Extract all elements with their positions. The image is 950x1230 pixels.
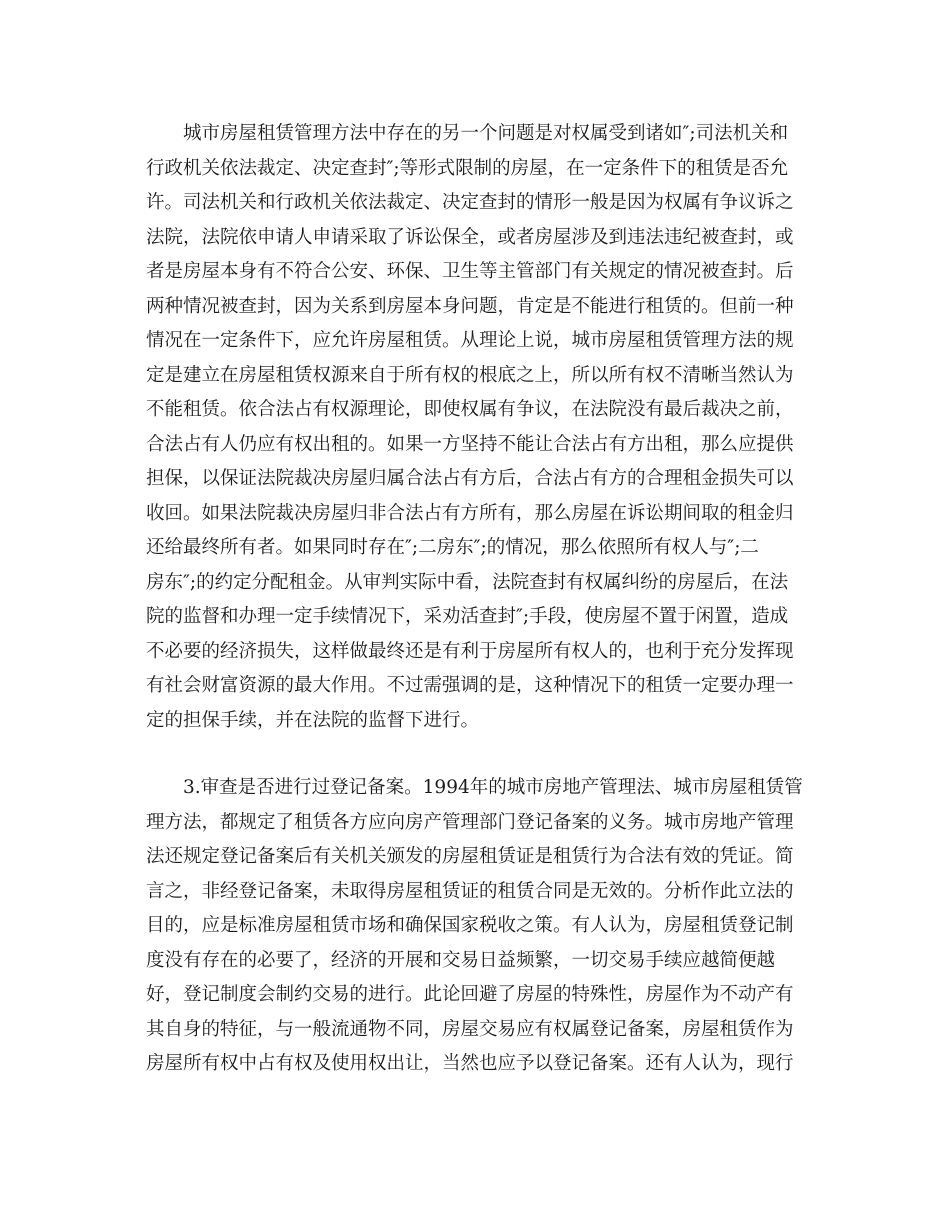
- text-line: 房屋所有权中占有权及使用权出让，当然也应予以登记备案。还有人认为，现行: [146, 1053, 794, 1074]
- text-line: 许。司法机关和行政机关依法裁定、决定查封的情形一般是因为权属有争议诉之: [146, 192, 794, 213]
- text-line: 3.审查是否进行过登记备案。1994年的城市房地产管理法、城市房屋租赁管: [146, 777, 803, 798]
- paragraph-2: [146, 771, 818, 1082]
- text-line: 城市房屋租赁管理方法中存在的另一个问题是对权属受到诸如″;司法机关和: [146, 123, 789, 144]
- text-line: 两种情况被查封，因为关系到房屋本身问题，肯定是不能进行租赁的。但前一种: [146, 295, 794, 317]
- text-line: 不能租赁。依合法占有权源理论，即使权属有争议，在法院没有最后裁决之前，: [146, 399, 794, 420]
- text-line: 定是建立在房屋租赁权源来自于所有权的根底之上，所以所有权不清晰当然认为: [146, 364, 794, 386]
- text-line: 其自身的特征，与一般流通物不同，房屋交易应有权属登记备案，房屋租赁作为: [146, 1018, 794, 1040]
- text-line: 度没有存在的必要了，经济的开展和交易日益频繁，一切交易手续应越简便越: [146, 949, 776, 971]
- text-line: 好，登记制度会制约交易的进行。此论回避了房屋的特殊性，房屋作为不动产有: [146, 984, 794, 1005]
- text-line: 法还规定登记备案后有关机关颁发的房屋租赁证是租赁行为合法有效的凭证。简: [146, 846, 794, 867]
- text-line: 合法占有人仍应有权出租的。如果一方坚持不能让合法占有方出租，那么应提供: [146, 433, 794, 455]
- text-line: 目的，应是标准房屋租赁市场和确保国家税收之策。有人认为，房屋租赁登记制: [146, 915, 794, 936]
- text-line: 定的担保手续，并在法院的监督下进行。: [146, 709, 480, 731]
- text-line: 还给最终所有者。如果同时存在″;二房东″;的情况，那么依照所有权人与″;二: [146, 537, 759, 558]
- text-line: 收回。如果法院裁决房屋归非合法占有方所有，那么房屋在诉讼期间取的租金归: [146, 502, 794, 524]
- paragraph-1: [146, 117, 818, 738]
- text-line: 有社会财富资源的最大作用。不过需强调的是，这种情况下的租赁一定要办理一: [146, 675, 794, 696]
- text-line: 情况在一定条件下，应允许房屋租赁。从理论上说，城市房屋租赁管理方法的规: [146, 330, 794, 351]
- text-line: 法院，法院依申请人申请采取了诉讼保全，或者房屋涉及到违法违纪被查封，或: [146, 226, 794, 248]
- text-line: 不必要的经济损失，这样做最终还是有利于房屋所有权人的，也利于充分发挥现: [146, 640, 794, 662]
- text-line: 者是房屋本身有不符合公安、环保、卫生等主管部门有关规定的情况被查封。后: [146, 261, 794, 282]
- text-line: 理方法，都规定了租赁各方应向房产管理部门登记备案的义务。城市房地产管理: [146, 811, 794, 833]
- text-line: 院的监督和办理一定手续情况下，采劝活查封″;手段，使房屋不置于闲置，造成: [146, 606, 789, 627]
- text-line: 言之，非经登记备案，未取得房屋租赁证的租赁合同是无效的。分析作此立法的: [146, 880, 794, 902]
- text-line: 担保，以保证法院裁决房屋归属合法占有方后，合法占有方的合理租金损失可以: [146, 468, 794, 489]
- text-line: 行政机关依法裁定、决定查封″;等形式限制的房屋，在一定条件下的租赁是否允: [146, 157, 789, 179]
- text-line: 房东″;的约定分配租金。从审判实际中看，法院查封有权属纠纷的房屋后，在法: [146, 571, 789, 593]
